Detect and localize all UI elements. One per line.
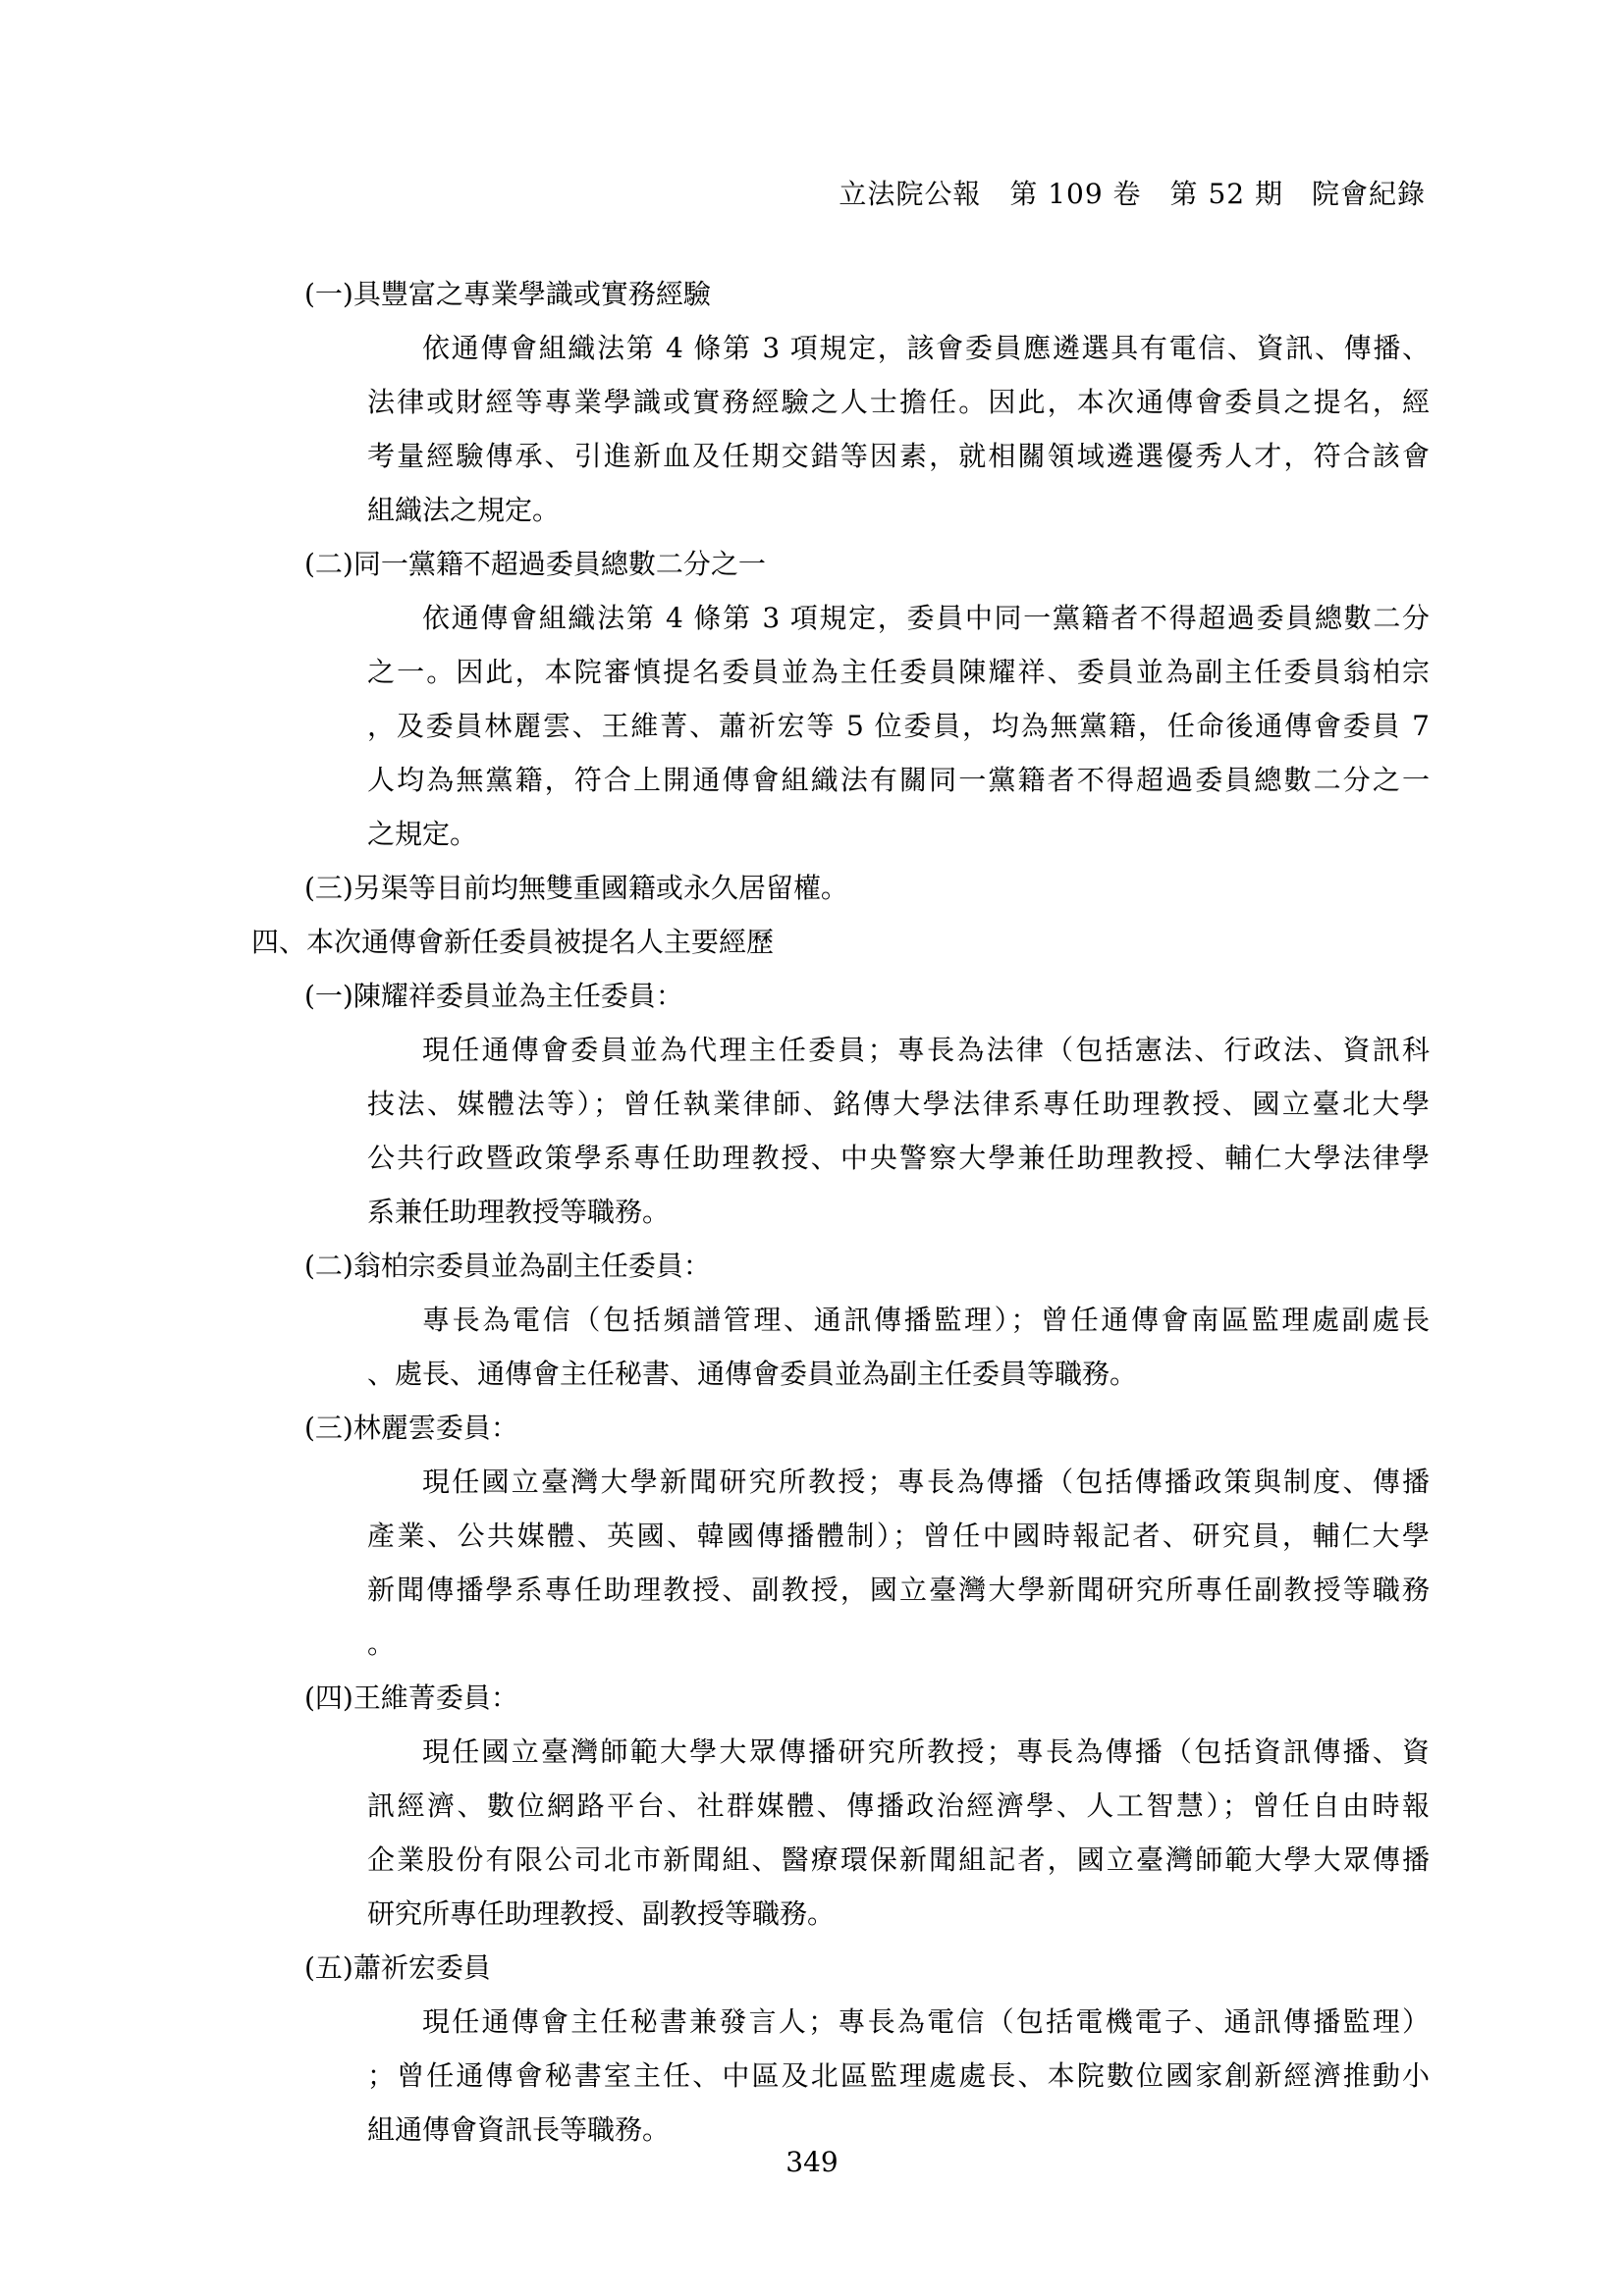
paragraph-line: 研究所專任助理教授、副教授等職務。 <box>367 1897 836 1930</box>
page-number: 349 <box>785 2146 839 2178</box>
paragraph-line: 技法、媒體法等）；曾任執業律師、銘傳大學法律系專任助理教授、國立臺北大學 <box>367 1088 1430 1120</box>
paragraph-line: 、處長、通傳會主任秘書、通傳會委員並為副主任委員等職務。 <box>367 1358 1138 1390</box>
section-heading-4: 四、本次通傳會新任委員被提名人主要經歷 <box>251 926 775 958</box>
paragraph-line: 現任通傳會主任秘書兼發言人；專長為電信（包括電機電子、通訊傳播監理） <box>422 2005 1430 2038</box>
paragraph-line: 系兼任助理教授等職務。 <box>367 1196 671 1228</box>
paragraph-line: 現任國立臺灣大學新聞研究所教授；專長為傳播（包括傳播政策與制度、傳播 <box>422 1466 1430 1498</box>
paragraph-line: 專長為電信（包括頻譜管理、通訊傳播監理）；曾任通傳會南區監理處副處長 <box>422 1304 1430 1336</box>
paragraph-line: ，及委員林麗雲、王維菁、蕭祈宏等 5 位委員，均為無黨籍，任命後通傳會委員 7 <box>367 710 1430 742</box>
nominee-heading-3: (三)林麗雲委員： <box>304 1412 518 1444</box>
paragraph-line: 現任國立臺灣師範大學大眾傳播研究所教授；專長為傳播（包括資訊傳播、資 <box>422 1735 1430 1768</box>
nominee-heading-5: (五)蕭祈宏委員 <box>304 1951 491 1984</box>
paragraph-line: 組通傳會資訊長等職務。 <box>367 2113 671 2146</box>
subsection-heading-1: (一)具豐富之專業學識或實務經驗 <box>304 278 711 310</box>
paragraph-line: 之一。因此，本院審慎提名委員並為主任委員陳耀祥、委員並為副主任委員翁柏宗 <box>367 656 1430 688</box>
paragraph-line: 考量經驗傳承、引進新血及任期交錯等因素，就相關領域遴選優秀人才，符合該會 <box>367 440 1430 472</box>
subsection-heading-2: (二)同一黨籍不超過委員總數二分之一 <box>304 548 766 580</box>
page-header: 立法院公報 第 109 卷 第 52 期 院會紀錄 <box>839 178 1426 210</box>
paragraph-line: 法律或財經等專業學識或實務經驗之人士擔任。因此，本次通傳會委員之提名，經 <box>367 386 1430 418</box>
paragraph-line: 依通傳會組織法第 4 條第 3 項規定，該會委員應遴選具有電信、資訊、傳播、 <box>422 332 1430 364</box>
paragraph-line: 訊經濟、數位網路平台、社群媒體、傳播政治經濟學、人工智慧）；曾任自由時報 <box>367 1789 1430 1822</box>
subsection-heading-3: (三)另渠等目前均無雙重國籍或永久居留權。 <box>304 872 848 904</box>
nominee-heading-2: (二)翁柏宗委員並為副主任委員： <box>304 1250 711 1282</box>
paragraph-line: 。 <box>367 1628 396 1660</box>
nominee-heading-4: (四)王維菁委員： <box>304 1682 518 1714</box>
paragraph-line: 公共行政暨政策學系專任助理教授、中央警察大學兼任助理教授、輔仁大學法律學 <box>367 1142 1430 1174</box>
paragraph-line: 產業、公共媒體、英國、韓國傳播體制）；曾任中國時報記者、研究員，輔仁大學 <box>367 1520 1430 1552</box>
paragraph-line: 組織法之規定。 <box>367 494 561 526</box>
paragraph-line: 現任通傳會委員並為代理主任委員；專長為法律（包括憲法、行政法、資訊科 <box>422 1034 1430 1066</box>
paragraph-line: 新聞傳播學系專任助理教授、副教授，國立臺灣大學新聞研究所專任副教授等職務 <box>367 1574 1430 1606</box>
paragraph-line: ；曾任通傳會秘書室主任、中區及北區監理處處長、本院數位國家創新經濟推動小 <box>367 2059 1430 2092</box>
paragraph-line: 依通傳會組織法第 4 條第 3 項規定，委員中同一黨籍者不得超過委員總數二分 <box>422 602 1430 634</box>
paragraph-line: 之規定。 <box>367 818 478 850</box>
nominee-heading-1: (一)陳耀祥委員並為主任委員： <box>304 980 683 1012</box>
paragraph-line: 人均為無黨籍，符合上開通傳會組織法有關同一黨籍者不得超過委員總數二分之一 <box>367 764 1430 796</box>
paragraph-line: 企業股份有限公司北市新聞組、醫療環保新聞組記者，國立臺灣師範大學大眾傳播 <box>367 1843 1430 1876</box>
